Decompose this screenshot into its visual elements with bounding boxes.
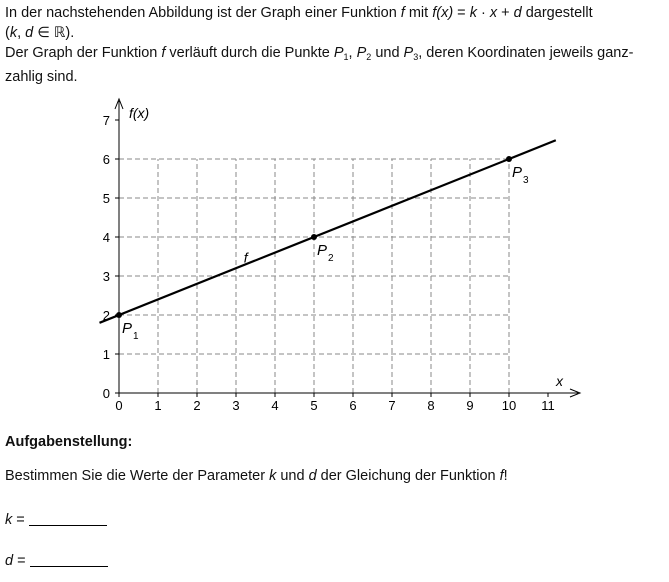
- point-label: P: [512, 164, 523, 181]
- x-tick-label: 3: [232, 398, 240, 413]
- equals-sign: =: [12, 512, 25, 528]
- y-axis-label: f(x): [129, 105, 150, 121]
- text: =: [453, 5, 470, 21]
- y-tick-label: 4: [102, 230, 110, 245]
- x-tick-label: 0: [115, 398, 123, 413]
- var-f: f: [161, 45, 166, 61]
- x-tick-label: 2: [193, 398, 201, 413]
- var-f: f: [400, 5, 405, 21]
- x-tick-label: 6: [349, 398, 357, 413]
- text: +: [497, 5, 514, 21]
- var-d: d: [513, 5, 522, 21]
- var-f: f: [499, 468, 504, 484]
- var-d: d: [25, 25, 34, 41]
- x-tick-label: 11: [541, 398, 555, 413]
- answer-d: [5, 552, 108, 569]
- text: und: [371, 45, 404, 61]
- y-tick-label: 7: [102, 113, 110, 128]
- var-k: k: [5, 512, 13, 528]
- y-tick-label: 6: [102, 152, 110, 167]
- task-heading: Aufgabenstellung:: [5, 434, 133, 450]
- text: ,: [348, 45, 357, 61]
- intro-line-4: zahlig sind.: [5, 69, 78, 85]
- y-tick-label: 3: [102, 269, 110, 284]
- text: , deren Koordinaten jeweils ganz-: [418, 45, 634, 61]
- point-label: P: [317, 242, 328, 259]
- text: verläuft durch die Punkte: [165, 45, 334, 61]
- text: In der nachstehenden Abbildung ist der Graph einer Funktion: [5, 5, 401, 21]
- text: Der Graph der Funktion: [5, 45, 162, 61]
- point-label-sub: 2: [328, 253, 334, 264]
- axes: [115, 99, 580, 397]
- answer-k-blank[interactable]: [29, 511, 107, 526]
- point-p1: P: [333, 45, 344, 61]
- var-x: x: [489, 5, 498, 21]
- text: der Gleichung der Funktion: [316, 468, 500, 484]
- x-tick-label: 4: [271, 398, 279, 413]
- text: ∈ ℝ).: [33, 25, 75, 41]
- text: ,: [17, 25, 26, 41]
- x-tick-label: 7: [388, 398, 396, 413]
- y-tick-label: 2: [102, 308, 110, 323]
- point-p2-sub: 2: [366, 52, 372, 62]
- x-tick-label: 10: [501, 398, 517, 413]
- x-tick-label: 5: [310, 398, 318, 413]
- grid: [119, 159, 509, 393]
- point-label-sub: 3: [523, 175, 529, 186]
- answer-d-blank[interactable]: [30, 552, 108, 567]
- var-fx: f(x): [432, 5, 454, 21]
- x-axis-label: x: [556, 373, 563, 389]
- task-text: [5, 468, 508, 484]
- text: !: [503, 468, 508, 484]
- series-line-f: [100, 140, 556, 323]
- point-marker: [506, 156, 512, 162]
- answer-k: [5, 511, 107, 528]
- intro-line-2: [5, 23, 665, 43]
- point-label-sub: 1: [133, 331, 139, 342]
- point-p1-sub: 1: [343, 52, 349, 62]
- x-tick-label: 1: [154, 398, 162, 413]
- text: (: [5, 25, 10, 41]
- point-p3: P: [403, 45, 414, 61]
- points: [116, 156, 529, 342]
- point-label: P: [122, 320, 133, 337]
- function-label: f: [243, 249, 248, 266]
- intro-line-1: [5, 3, 665, 23]
- equals-sign: =: [13, 553, 26, 569]
- y-tick-label: 1: [102, 347, 110, 362]
- y-tick-label: 0: [102, 386, 110, 401]
- var-k: k: [469, 5, 477, 21]
- var-k: k: [269, 468, 277, 484]
- var-k: k: [9, 25, 18, 41]
- x-tick-label: 9: [466, 398, 474, 413]
- point-marker: [116, 312, 122, 318]
- text: dargestellt: [521, 5, 593, 21]
- text: Bestimmen Sie die Werte der Parameter: [5, 468, 270, 484]
- point-p3-sub: 3: [413, 52, 419, 62]
- text: und: [276, 468, 309, 484]
- text: ·: [476, 5, 490, 21]
- intro-line-3: [5, 43, 665, 67]
- function-graph: [0, 93, 600, 423]
- text: mit: [404, 5, 433, 21]
- point-p2: P: [356, 45, 367, 61]
- var-d: d: [308, 468, 317, 484]
- problem-intro: [5, 3, 665, 87]
- point-marker: [311, 234, 317, 240]
- x-tick-label: 8: [427, 398, 435, 413]
- var-d: d: [5, 553, 14, 569]
- y-tick-label: 5: [102, 191, 110, 206]
- series: [100, 140, 556, 323]
